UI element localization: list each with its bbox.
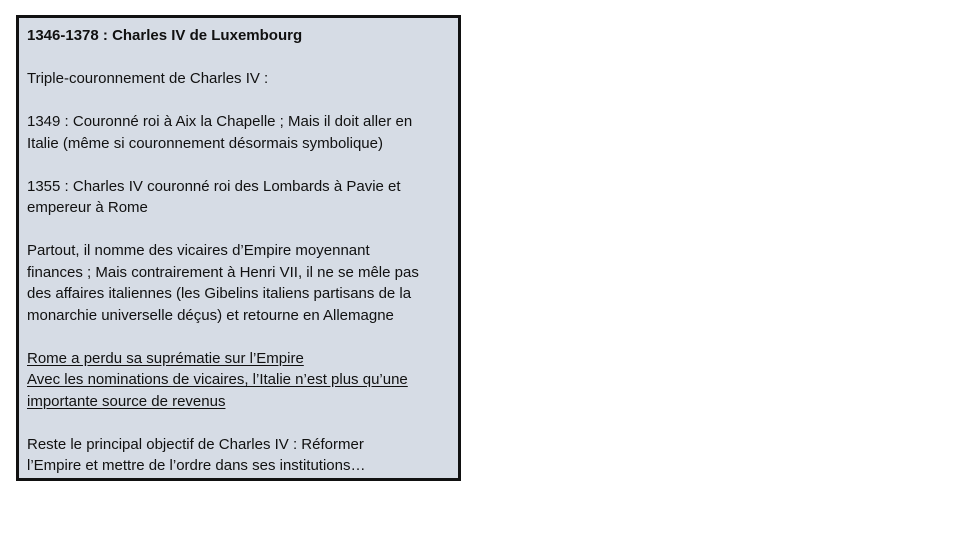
paragraph-line: Italie (même si couronnement désormais symbolique): [27, 134, 383, 152]
paragraph-1355: [27, 176, 450, 219]
paragraph-triple-coronation: [27, 68, 450, 90]
underlined-line: importante source de revenus: [27, 392, 226, 410]
paragraph-line: finances ; Mais contrairement à Henri VII, il ne se mêle pas: [27, 263, 419, 281]
title-line: 1346-1378 : Charles IV de Luxembourg: [27, 27, 303, 44]
underlined-line: Avec les nominations de vicaires, l’Italie n’est plus qu’une: [27, 371, 408, 388]
paragraph-line: 1355 : Charles IV couronné roi des Lombards à Pavie et: [27, 177, 401, 195]
paragraph-line: Partout, il nomme des vicaires d’Empire moyennant: [27, 242, 370, 259]
text-box: [16, 15, 461, 481]
paragraph-rome-underlined: [27, 348, 450, 413]
paragraph-line: l’Empire et mettre de l’ordre dans ses institutions…: [27, 457, 366, 474]
paragraph-line: Triple-couronnement de Charles IV :: [27, 70, 269, 87]
paragraph-objectif: [27, 434, 450, 477]
slide-title: [27, 25, 450, 47]
underlined-line: Rome a perdu sa suprématie sur l’Empire: [27, 349, 304, 367]
paragraph-line: empereur à Rome: [27, 199, 148, 216]
paragraph-line: 1349 : Couronné roi à Aix la Chapelle ; Mais il doit aller en: [27, 113, 413, 130]
paragraph-line: monarchie universelle déçus) et retourne en Allemagne: [27, 306, 394, 324]
paragraph-line: Reste le principal objectif de Charles IV : Réformer: [27, 435, 364, 453]
paragraph-vicaires: [27, 240, 450, 326]
paragraph-line: des affaires italiennes (les Gibelins italiens partisans de la: [27, 285, 412, 302]
paragraph-1349: [27, 111, 450, 154]
